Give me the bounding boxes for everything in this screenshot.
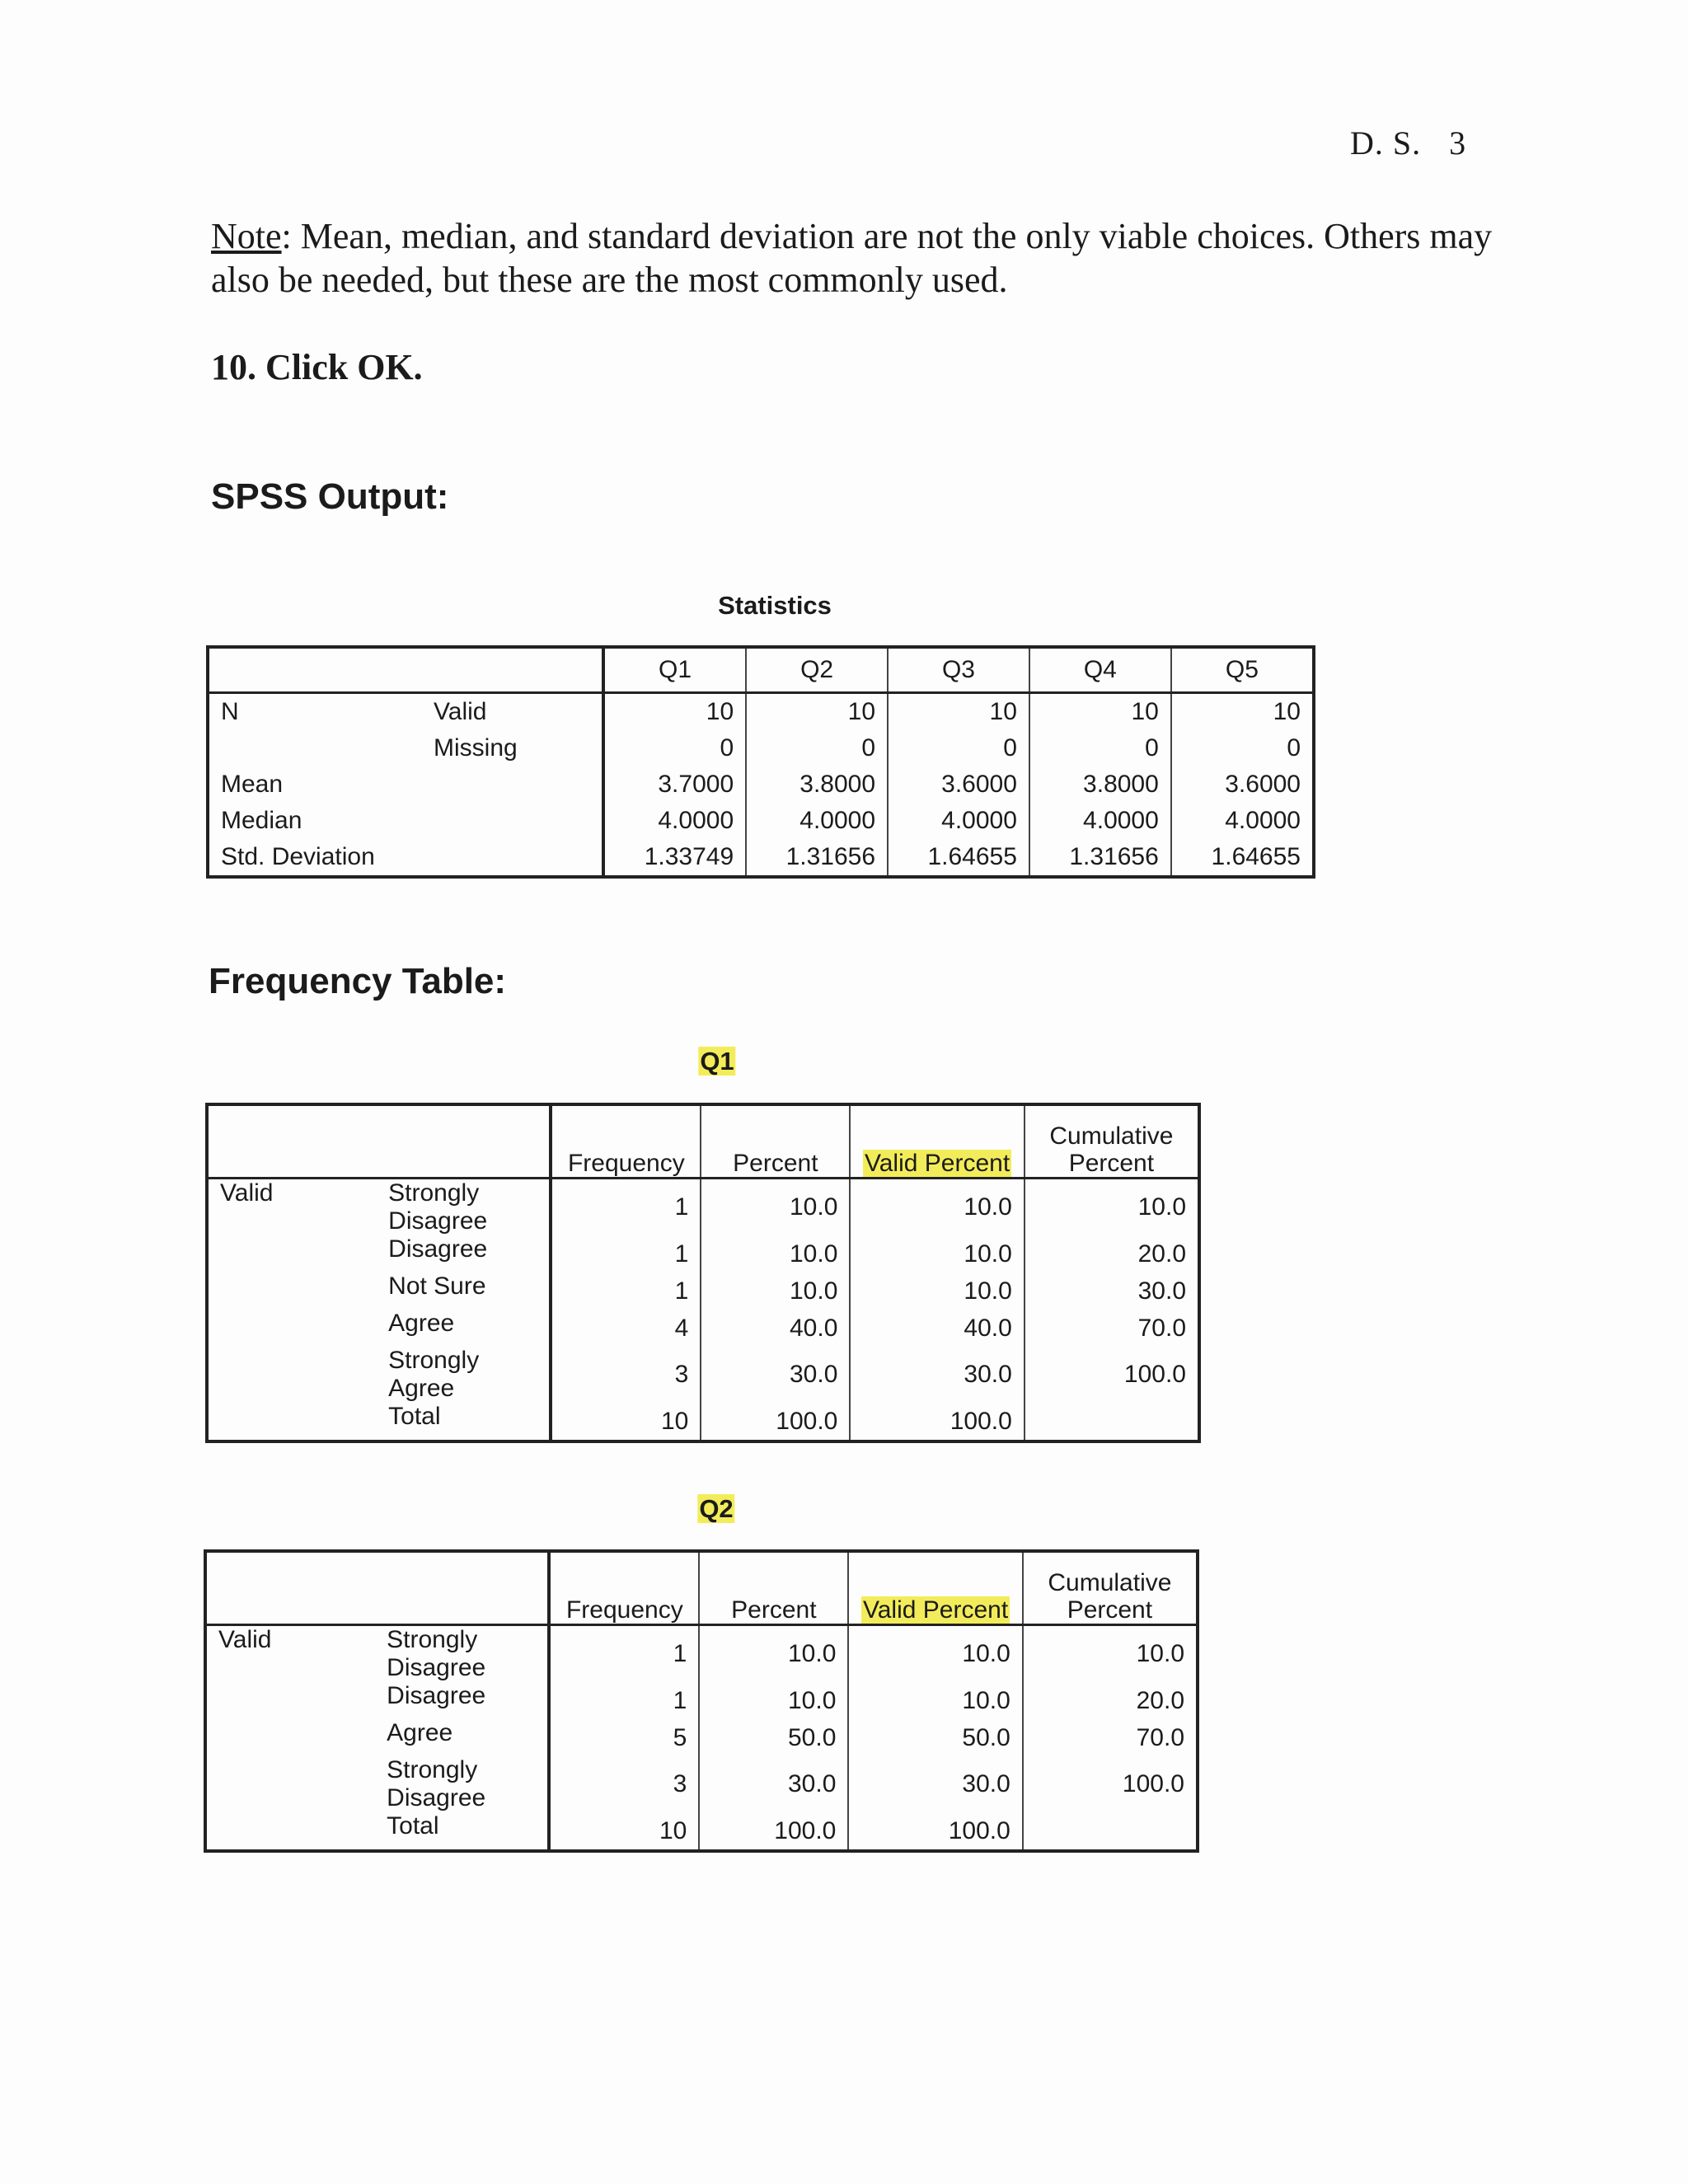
frequency-header-row	[207, 1104, 1199, 1179]
row-sublabel	[422, 803, 603, 839]
row-label: Std. Deviation	[221, 843, 375, 870]
cell: 4.0000	[888, 803, 1029, 839]
cell: 10.0	[1023, 1625, 1198, 1683]
cell: 1.64655	[888, 839, 1029, 877]
cell: 5	[549, 1719, 699, 1756]
table-row	[205, 1719, 1198, 1756]
statistics-table	[206, 645, 1315, 879]
row-sublabel	[422, 766, 603, 803]
percent-header: Percent	[699, 1551, 848, 1625]
cell: 10.0	[848, 1625, 1022, 1683]
cell: 1	[549, 1625, 699, 1683]
row-sublabel: Valid	[434, 698, 487, 725]
row-label: Strongly Agree	[388, 1347, 480, 1402]
table-row	[208, 839, 1314, 877]
cell: 1.31656	[1029, 839, 1171, 877]
cell: 10	[549, 1812, 699, 1851]
cell: 10	[746, 693, 888, 731]
spss-output-heading: SPSS Output:	[211, 476, 449, 517]
row-label: Total	[388, 1403, 441, 1430]
cell: 70.0	[1025, 1310, 1199, 1347]
table-row	[205, 1682, 1198, 1719]
cell: 30.0	[850, 1347, 1024, 1403]
table-row	[205, 1625, 1198, 1683]
cell: 10.0	[1025, 1179, 1199, 1236]
cell: 1	[551, 1235, 701, 1272]
statistics-title: Statistics	[718, 591, 832, 620]
frequency-header-row	[205, 1551, 1198, 1625]
page-header	[1350, 124, 1466, 162]
table-row	[207, 1310, 1199, 1347]
cell: 10.0	[850, 1272, 1024, 1310]
row-label: Median	[221, 807, 302, 834]
cumulative-percent-header: Cumulative Percent	[1023, 1551, 1198, 1625]
cell: 20.0	[1025, 1235, 1199, 1272]
table-row	[207, 1179, 1199, 1236]
table-row	[205, 1812, 1198, 1851]
column-header: Q4	[1029, 647, 1171, 693]
page-number: 3	[1449, 124, 1467, 162]
table-row	[208, 693, 1314, 731]
cell: 100.0	[701, 1403, 850, 1441]
author-initials: D. S.	[1350, 124, 1422, 162]
cell: 3.6000	[1171, 766, 1314, 803]
table-row	[207, 1235, 1199, 1272]
cell: 40.0	[850, 1310, 1024, 1347]
cell: 100.0	[848, 1812, 1022, 1851]
q1-title: Q1	[700, 1047, 734, 1076]
cell: 10.0	[848, 1682, 1022, 1719]
cell: 10	[551, 1403, 701, 1441]
cell: 4	[551, 1310, 701, 1347]
row-label: Not Sure	[388, 1272, 486, 1300]
row-label: N	[221, 698, 239, 725]
cell: 10.0	[701, 1179, 850, 1236]
row-label: Disagree	[387, 1682, 486, 1709]
cell: 0	[603, 730, 746, 766]
row-label: Disagree	[388, 1235, 488, 1263]
column-header: Q5	[1171, 647, 1314, 693]
cell: 1.64655	[1171, 839, 1314, 877]
group-label: Valid	[220, 1179, 274, 1207]
cell: 100.0	[1025, 1347, 1199, 1403]
group-label: Valid	[218, 1626, 272, 1653]
cell: 4.0000	[746, 803, 888, 839]
cell: 10.0	[850, 1179, 1024, 1236]
frequency-header: Frequency	[549, 1551, 699, 1625]
row-label: Mean	[221, 771, 284, 798]
cumulative-percent-header: Cumulative Percent	[1025, 1104, 1199, 1179]
table-row	[207, 1347, 1199, 1403]
cell: 4.0000	[1029, 803, 1171, 839]
cell: 10	[603, 693, 746, 731]
cell: 10.0	[699, 1682, 848, 1719]
cell: 4.0000	[1171, 803, 1314, 839]
table-row	[208, 803, 1314, 839]
table-row	[207, 1403, 1199, 1441]
cell: 3.8000	[746, 766, 888, 803]
cell: 50.0	[848, 1719, 1022, 1756]
cell: 30.0	[1025, 1272, 1199, 1310]
cell: 3.7000	[603, 766, 746, 803]
cell: 100.0	[699, 1812, 848, 1851]
cell: 100.0	[1023, 1756, 1198, 1812]
valid-percent-header: Valid Percent	[848, 1551, 1022, 1625]
cell: 10	[1029, 693, 1171, 731]
cell: 1.33749	[603, 839, 746, 877]
cell: 1	[551, 1272, 701, 1310]
note-label: Note	[211, 216, 282, 256]
percent-header: Percent	[701, 1104, 850, 1179]
q2-frequency-table	[204, 1549, 1199, 1853]
row-label: Agree	[387, 1719, 453, 1746]
cell: 100.0	[850, 1403, 1024, 1441]
cell: 0	[746, 730, 888, 766]
row-sublabel	[422, 839, 603, 877]
cell: 3	[551, 1347, 701, 1403]
table-row	[208, 766, 1314, 803]
q1-frequency-table	[205, 1103, 1201, 1443]
cell: 3.8000	[1029, 766, 1171, 803]
cell: 70.0	[1023, 1719, 1198, 1756]
row-label: Strongly Disagree	[387, 1756, 486, 1811]
step-instruction: 10. Click OK.	[211, 347, 423, 387]
cell: 0	[1171, 730, 1314, 766]
column-header: Q3	[888, 647, 1029, 693]
cell: 20.0	[1023, 1682, 1198, 1719]
cell: 1	[549, 1682, 699, 1719]
row-label	[208, 730, 422, 766]
cell: 10.0	[699, 1625, 848, 1683]
table-row	[208, 730, 1314, 766]
cell: 40.0	[701, 1310, 850, 1347]
cell: 3	[549, 1756, 699, 1812]
cell: 3.6000	[888, 766, 1029, 803]
statistics-header-row	[208, 647, 1314, 693]
cell	[1025, 1403, 1199, 1441]
row-label: Agree	[388, 1310, 455, 1337]
cell: 30.0	[701, 1347, 850, 1403]
cell: 0	[888, 730, 1029, 766]
column-header: Q1	[603, 647, 746, 693]
column-header: Q2	[746, 647, 888, 693]
cell: 0	[1029, 730, 1171, 766]
q2-title: Q2	[699, 1494, 734, 1523]
table-row	[205, 1756, 1198, 1812]
cell: 4.0000	[603, 803, 746, 839]
cell: 50.0	[699, 1719, 848, 1756]
cell: 10.0	[701, 1235, 850, 1272]
cell: 10.0	[850, 1235, 1024, 1272]
frequency-table-heading: Frequency Table:	[209, 961, 507, 1001]
table-row	[207, 1272, 1199, 1310]
row-label: Total	[387, 1812, 439, 1840]
cell: 1.31656	[746, 839, 888, 877]
row-label: Strongly Disagree	[387, 1626, 486, 1681]
note-text: : Mean, median, and standard deviation are not the only viable choices. Others may also be needed, but these are the most commonly used.	[211, 216, 1493, 300]
valid-percent-header: Valid Percent	[850, 1104, 1024, 1179]
row-sublabel: Missing	[434, 734, 518, 762]
cell: 30.0	[699, 1756, 848, 1812]
cell: 30.0	[848, 1756, 1022, 1812]
cell: 10.0	[701, 1272, 850, 1310]
note-paragraph	[211, 214, 1497, 302]
row-label: Strongly Disagree	[388, 1179, 488, 1235]
cell: 1	[551, 1179, 701, 1236]
cell	[1023, 1812, 1198, 1851]
cell: 10	[1171, 693, 1314, 731]
cell: 10	[888, 693, 1029, 731]
frequency-header: Frequency	[551, 1104, 701, 1179]
